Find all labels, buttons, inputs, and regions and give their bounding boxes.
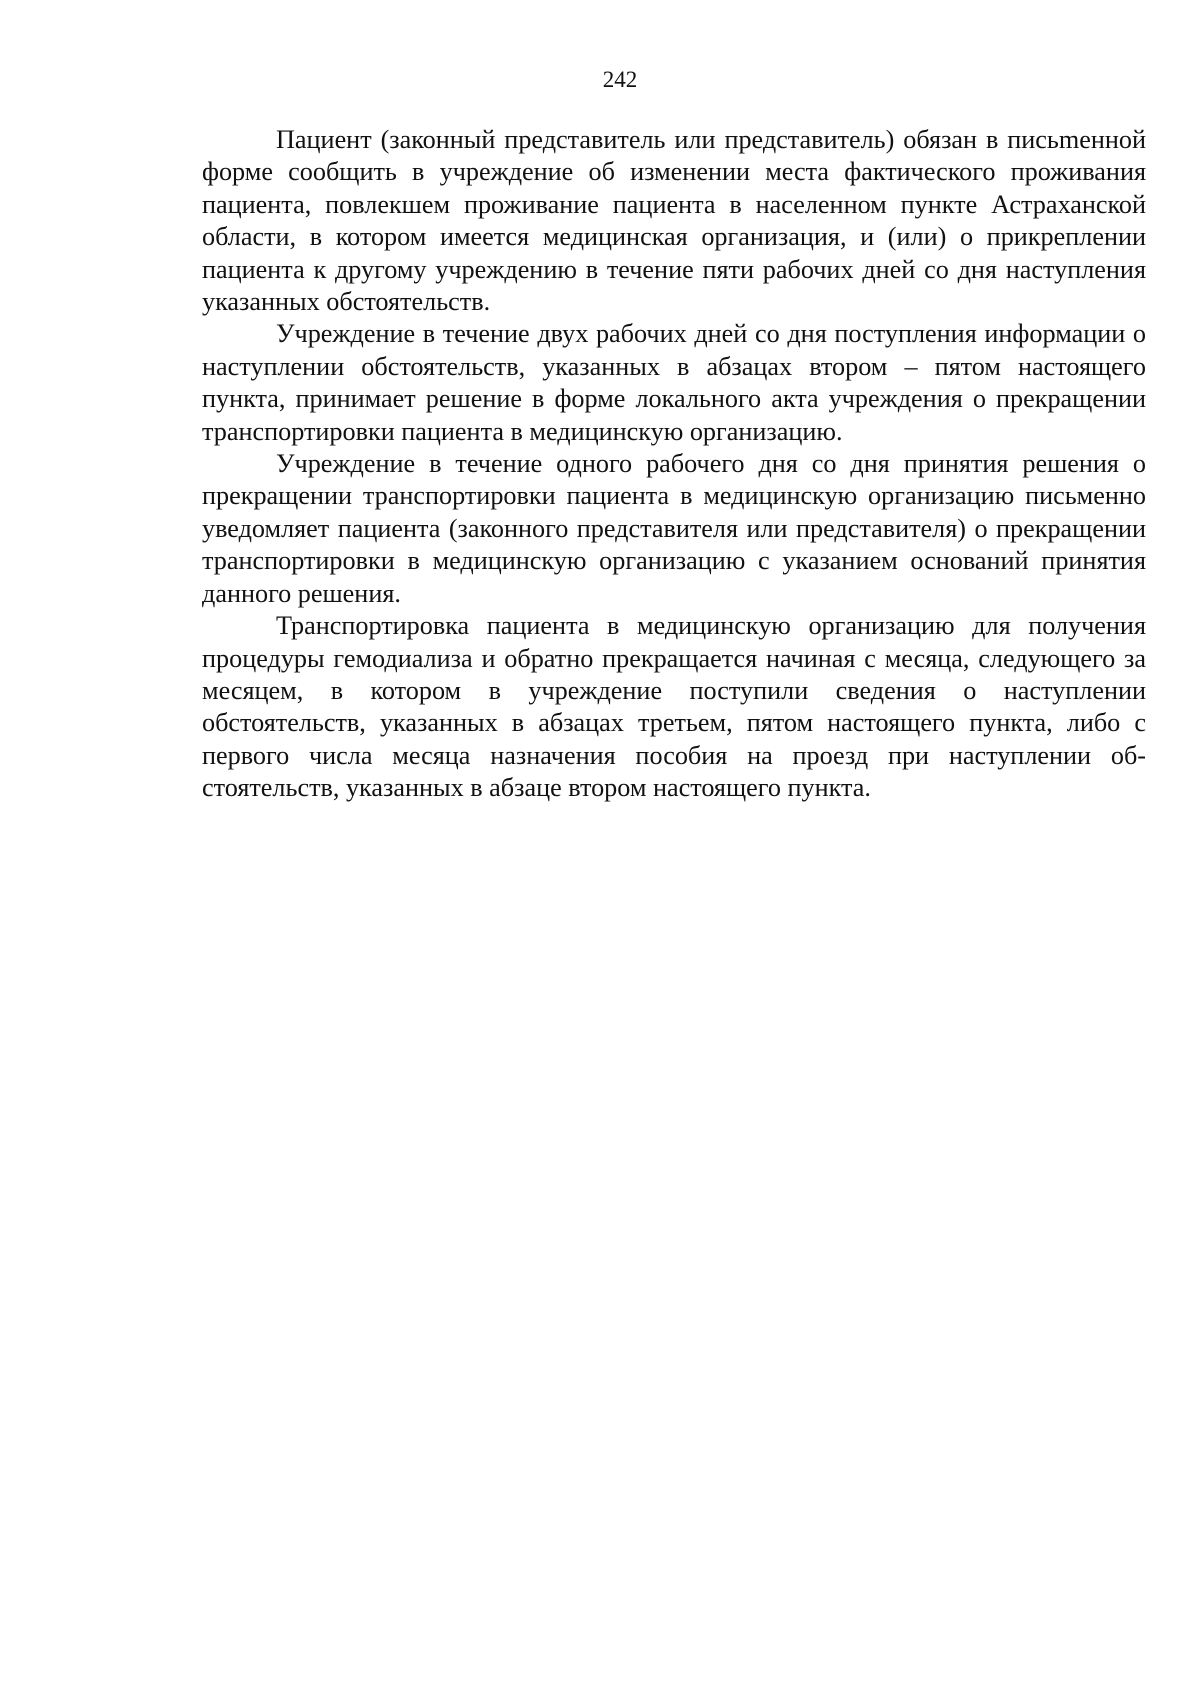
document-body (202, 124, 1146, 805)
paragraph-2: Учреждение в течение двух рабочих дней со дня поступления информации о наступлении обстоятельств, указанных в абзацах втором – пятом настоящего пункта, принимает решение в форме локального акта учреждения о прекращении транспортировки пациента в медицинскую организацию. (202, 319, 1146, 446)
paragraph-1: Пациент (законный представитель или представитель) обязан в письmенной форме сообщить в учреждение об изменении места фактического проживания пациента, повлекшем проживание пациента в населенном пункте Астраханской области, в котором имеется медицинская организация, и (или) о прикреплении пациента к другому учреждению в течение пяти рабочих дней со дня наступления указанных обстоятельств. (202, 125, 1146, 317)
page-number: 242 (602, 67, 638, 92)
paragraph-3: Учреждение в течение одного рабочего дня со дня принятия решения о прекращении транспортировки пациента в медицинскую организацию письменно уведомляет пациента (законного представителя или представителя) о прекращении транспортировки в медицинскую организацию с указанием оснований принятия данного решения. (202, 449, 1146, 608)
paragraph-4: Транспортировка пациента в медицинскую организацию для получения процедуры гемодиализа и обратно прекращается начиная с месяца, следующего за месяцем, в котором в учреждение поступили сведения о наступлении обстоятельств, указанных в абзацах третьем, пятом настоящего пункта, либо с первого числа месяца назначения пособия на проезд при наступлении обстоятельств, указанных в абзаце втором настоящего пункта. (202, 611, 1146, 803)
